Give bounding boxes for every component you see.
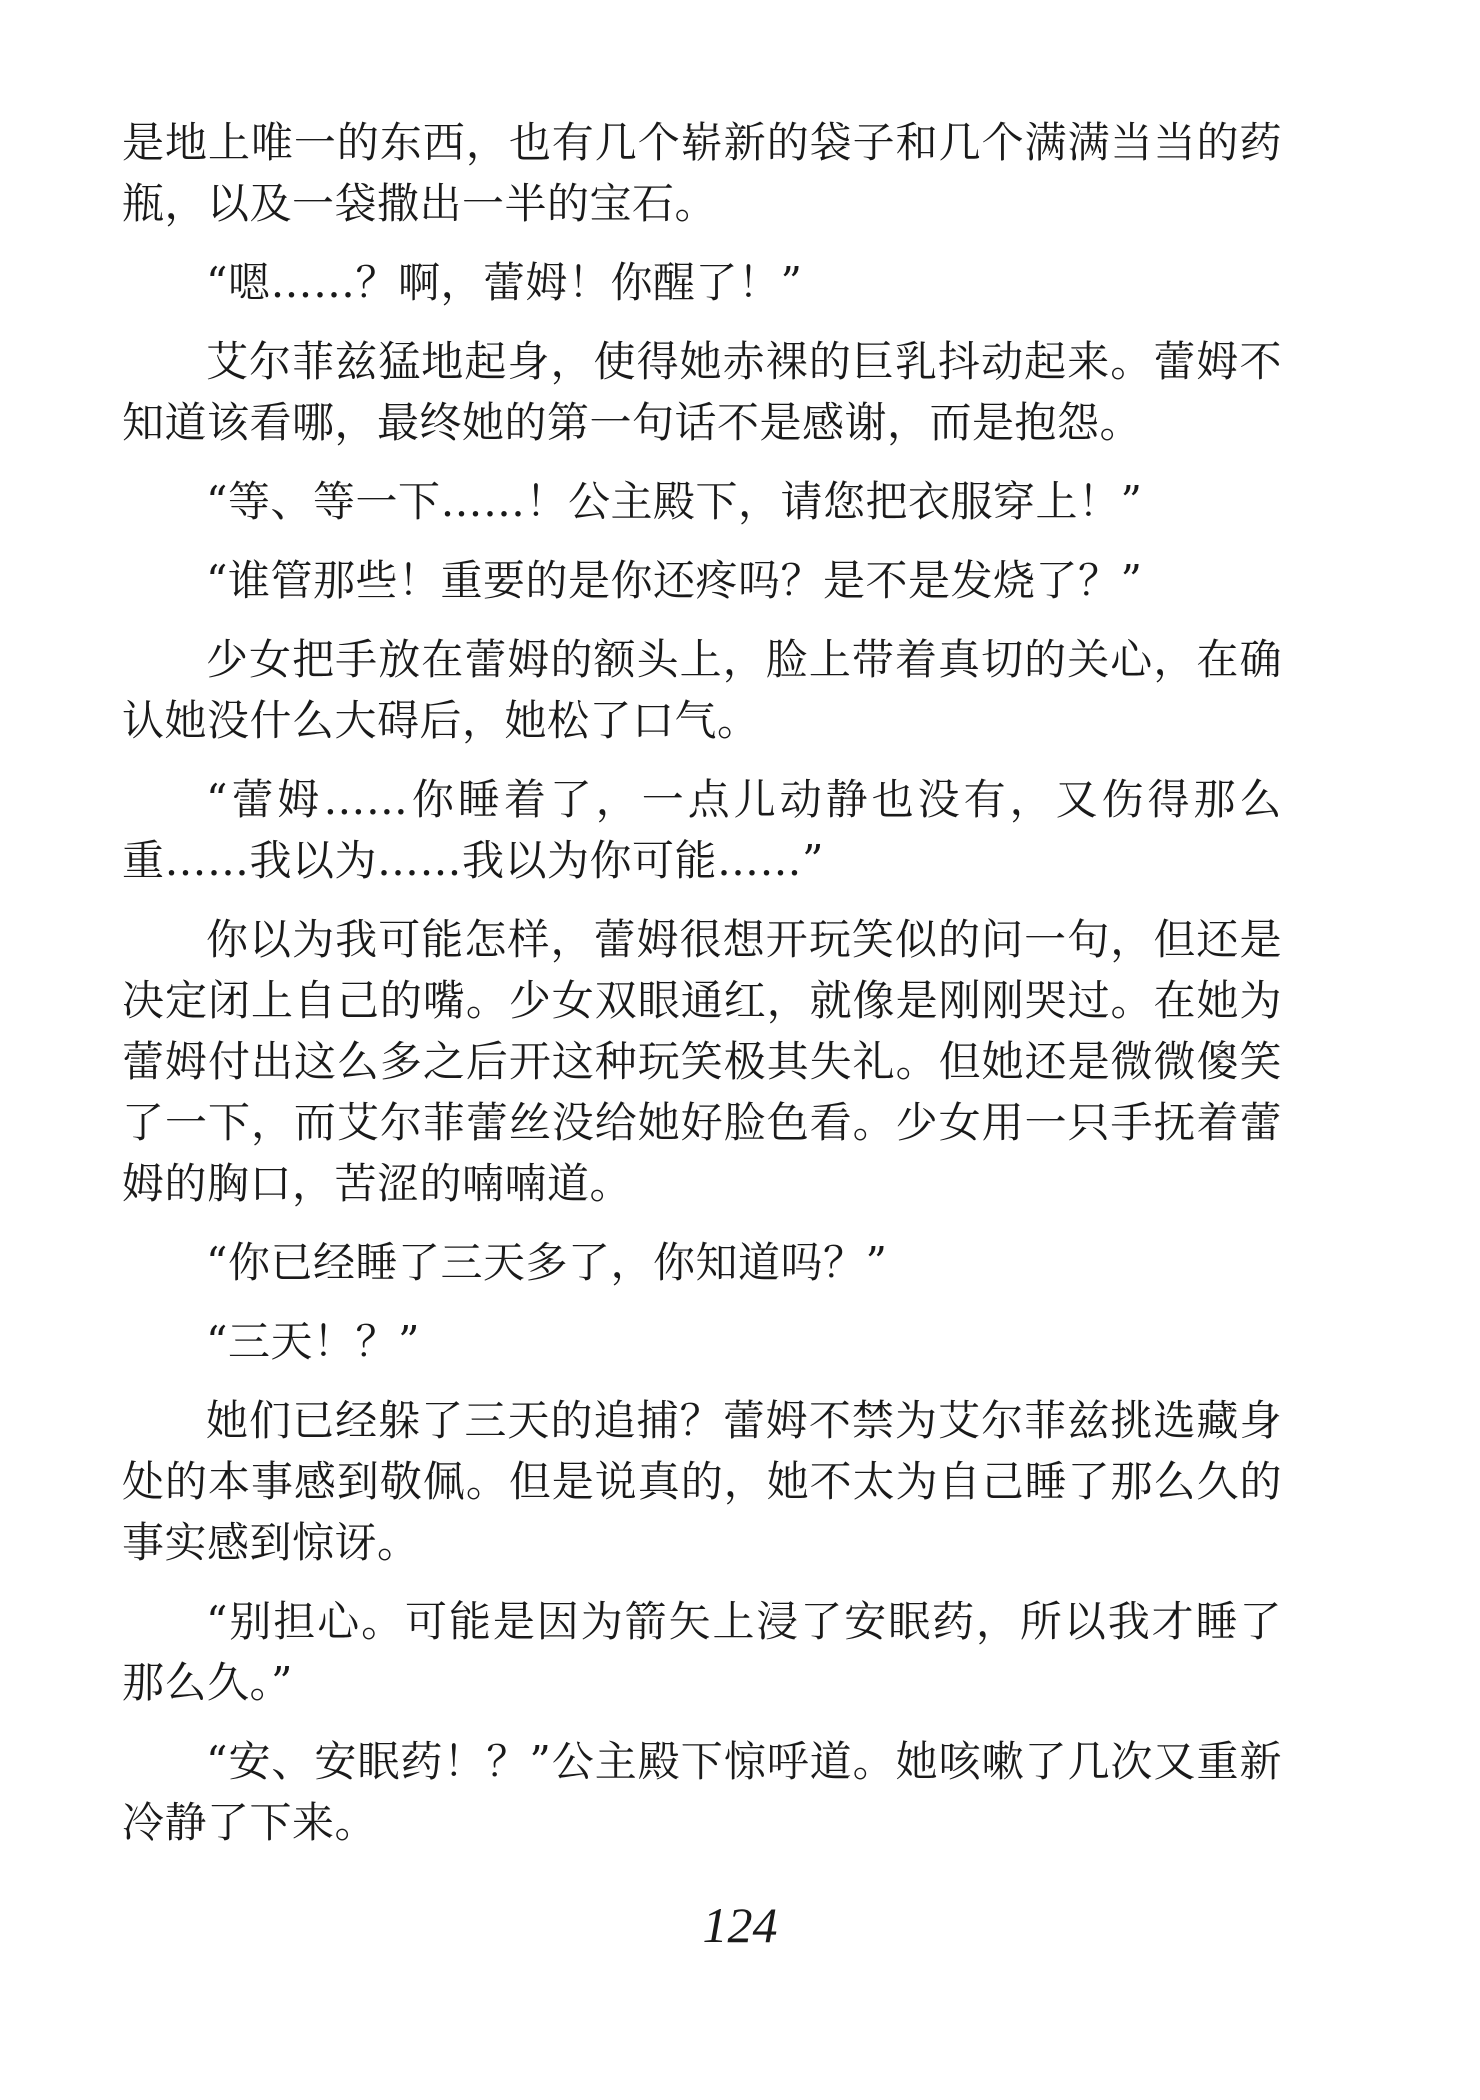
- paragraph: 她们已经躲了三天的追捕？蕾姆不禁为艾尔菲兹挑选藏身处的本事感到敬佩。但是说真的，她不太为自己睡了那么久的事实感到惊讶。: [122, 1396, 1282, 1567]
- paragraph-dialogue: “安、安眠药！？”公主殿下惊呼道。她咳嗽了几次又重新冷静了下来。: [122, 1737, 1282, 1847]
- paragraph-dialogue: “谁管那些！重要的是你还疼吗？是不是发烧了？”: [206, 556, 1143, 605]
- paragraph-dialogue: “蕾姆……你睡着了，一点儿动静也没有，又伤得那么重……我以为……我以为你可能……”: [122, 775, 1282, 885]
- page-number: 124: [702, 1897, 778, 1953]
- paragraph: 你以为我可能怎样，蕾姆很想开玩笑似的问一句，但还是决定闭上自己的嘴。少女双眼通红，就像是刚刚哭过。在她为蕾姆付出这么多之后开这种玩笑极其失礼。但她还是微微傻笑了一下，而艾尔菲蕾丝没给她好脸色看。少女用一只手抚着蕾姆的胸口，苦涩的喃喃道。: [122, 915, 1282, 1208]
- paragraph-dialogue: “嗯……？啊，蕾姆！你醒了！”: [206, 258, 803, 307]
- paragraph-dialogue: “三天！？”: [206, 1317, 420, 1366]
- paragraph: 少女把手放在蕾姆的额头上，脸上带着真切的关心，在确认她没什么大碍后，她松了口气。: [122, 635, 1282, 745]
- paragraph-continuation: 是地上唯一的东西，也有几个崭新的袋子和几个满满当当的药瓶，以及一袋撒出一半的宝石。: [122, 118, 1282, 228]
- paragraph-dialogue: “你已经睡了三天多了，你知道吗？”: [206, 1238, 888, 1287]
- body-text: [122, 112, 1282, 1871]
- paragraph: 艾尔菲兹猛地起身，使得她赤裸的巨乳抖动起来。蕾姆不知道该看哪，最终她的第一句话不是感谢，而是抱怨。: [122, 337, 1282, 447]
- paragraph-dialogue: “别担心。可能是因为箭矢上浸了安眠药，所以我才睡了那么久。”: [122, 1597, 1282, 1707]
- paragraph-dialogue: “等、等一下……！公主殿下，请您把衣服穿上！”: [206, 477, 1143, 526]
